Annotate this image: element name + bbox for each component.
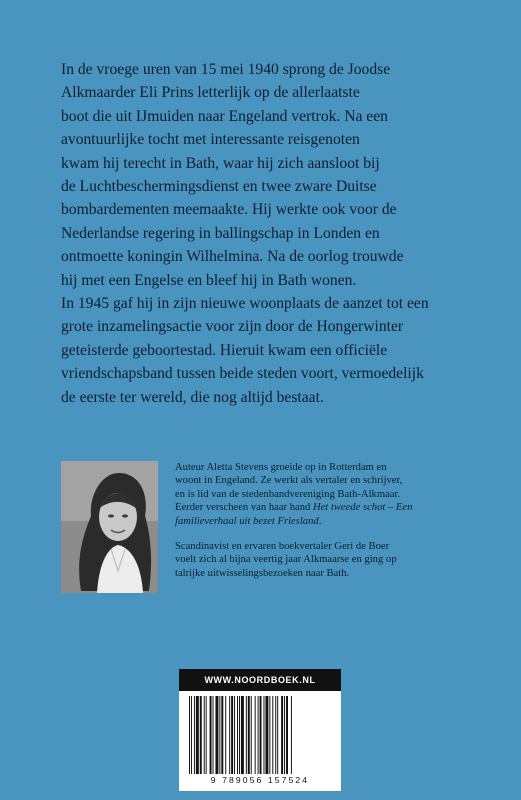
barcode-bar xyxy=(225,696,226,774)
barcode-bar xyxy=(241,696,244,774)
isbn-number: 9 789056 157524 xyxy=(210,775,310,785)
blurb-line: kwam hij terecht in Bath, waar hij zich aansloot bij xyxy=(61,154,380,172)
barcode-bar xyxy=(191,696,192,774)
isbn-barcode xyxy=(179,669,341,791)
barcode-bar xyxy=(281,696,283,774)
author-bio-line: en is lid van de stedenbandvereniging Bath-Alkmaar. xyxy=(175,488,401,500)
barcode-bar xyxy=(275,696,276,774)
bio-spacer xyxy=(175,528,475,540)
barcode-graphic xyxy=(189,696,331,774)
blurb-line: geteisterde geboortestad. Hieruit kwam een officiële xyxy=(61,341,388,359)
previous-book-subtitle: familieverhaal uit bezet Friesland xyxy=(175,515,319,527)
publisher-url: WWW.NOORDBOEK.NL xyxy=(179,669,341,691)
barcode-bar xyxy=(231,696,233,774)
barcode-bar xyxy=(265,696,268,774)
author-portrait-photo xyxy=(61,461,158,593)
barcode-bar xyxy=(258,696,259,774)
barcode-bar xyxy=(239,696,240,774)
author-bio-text: Eerder verscheen van haar hand xyxy=(175,502,313,514)
blurb-line: In de vroege uren van 15 mei 1940 sprong de Joodse xyxy=(61,61,391,78)
barcode-bar xyxy=(234,696,235,774)
barcode-bar xyxy=(286,696,288,774)
barcode-bar xyxy=(291,696,292,774)
barcode-bars xyxy=(189,696,331,774)
blurb-line: avontuurlijke tocht met interessante reisgenoten xyxy=(61,131,360,149)
author-bio-line xyxy=(175,515,475,528)
blurb-line: hij met een Engelse en bleef hij in Bath wonen. xyxy=(61,271,357,289)
bio-text xyxy=(175,461,475,580)
barcode-bar xyxy=(189,696,190,774)
blurb-line: In 1945 gaf hij in zijn nieuwe woonplaats de aanzet tot een xyxy=(61,295,429,313)
author-photo xyxy=(61,461,158,593)
author-bio-line xyxy=(175,501,475,514)
blurb-line: Alkmaarder Eli Prins letterlijk op de allerlaatste xyxy=(61,84,360,102)
translator-bio-line: Scandinavist en ervaren boekvertaler Geri de Boer xyxy=(175,541,390,553)
barcode-bar xyxy=(206,696,207,774)
blurb-line: Nederlandse regering in ballingschap in Londen en xyxy=(61,224,380,242)
barcode-bar xyxy=(210,696,212,774)
barcode-bar xyxy=(219,696,220,774)
barcode-bar xyxy=(263,696,264,774)
barcode-bar xyxy=(284,696,285,774)
barcode-bar xyxy=(277,696,278,774)
barcode-bar xyxy=(251,696,252,774)
barcode-bar xyxy=(255,696,256,774)
blurb-line: de eerste ter wereld, die nog altijd bestaat. xyxy=(61,388,324,406)
barcode-bar xyxy=(237,696,238,774)
barcode-bar xyxy=(269,696,270,774)
barcode-bar xyxy=(200,696,202,774)
blurb-line: de Luchtbeschermingsdienst en twee zware Duitse xyxy=(61,178,377,196)
barcode-bar xyxy=(196,696,199,774)
blurb-line: grote inzamelingsactie voor zijn door de Hongerwinter xyxy=(61,318,404,336)
barcode-bar xyxy=(213,696,214,774)
translator-bio-line: talrijke uitwisselingsbezoeken naar Bath. xyxy=(175,567,350,579)
barcode-bar xyxy=(272,696,273,774)
author-bio-text: . xyxy=(318,515,322,527)
blurb-line: boot die uit IJmuiden naar Engeland vertrok. Na een xyxy=(61,107,388,125)
translator-bio-line: voelt zich al bijna veertig jaar Alkmaarse en ging op xyxy=(175,554,397,566)
barcode-bar xyxy=(246,696,247,774)
blurb-line: bombardementen meemaakte. Hij werkte ook voor de xyxy=(61,201,397,219)
author-bio-line: woont in Engeland. Ze werkt als vertaler en schrijver, xyxy=(175,475,403,487)
blurb-line: vriendschapsband tussen beide steden voort, vermoedelijk xyxy=(61,365,424,383)
barcode-bar xyxy=(204,696,205,774)
barcode-bar xyxy=(194,696,195,774)
blurb-text xyxy=(61,58,481,409)
barcode-bar xyxy=(229,696,230,774)
barcode-bar xyxy=(215,696,218,774)
barcode-bar xyxy=(221,696,223,774)
previous-book-title: Het tweede schot – Een xyxy=(312,502,413,514)
barcode-bar xyxy=(260,696,262,774)
author-bio-line: Auteur Aletta Stevens groeide op in Rotterdam en xyxy=(175,462,387,473)
barcode-bar xyxy=(248,696,250,774)
blurb-line: ontmoette koningin Wilhelmina. Na de oorlog trouwde xyxy=(61,248,404,266)
